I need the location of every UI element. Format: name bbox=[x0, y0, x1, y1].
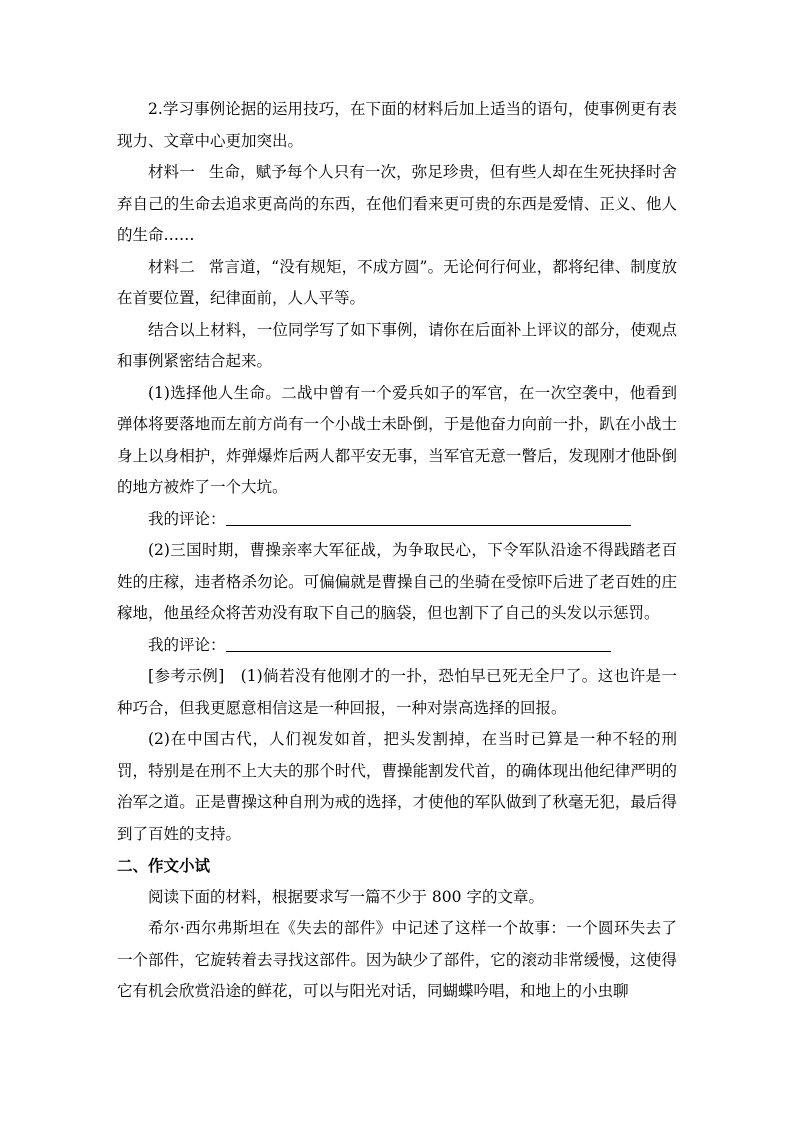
comment-one-label: 我的评论： bbox=[148, 509, 226, 528]
reference-answer-one: [参考示例] (1)倘若没有他刚才的一扑，恐怕早已死无全尸了。这也许是一种巧合，但我更愿意相信这是一种回报，一种对崇高选择的回报。 bbox=[117, 667, 677, 717]
essay-instruction: 阅读下面的材料，根据要求写一篇不少于 800 字的文章。 bbox=[148, 887, 544, 906]
material-two-text: 常言道，“没有规矩，不成方圆”。无论何行何业，都将纪律、制度放在首要位置，纪律面前，人人平等。 bbox=[117, 257, 677, 307]
essay-material: 希尔·西尔弗斯坦在《失去的部件》中记述了这样一个故事：一个圆环失去了一个部件，它旋转着去寻找这部件。因为缺少了部件，它的滚动非常缓慢，这使得它有机会欣赏沿途的鲜花，可以与阳光对话，同蝴蝶吟唱，和地上的小虫聊 bbox=[117, 919, 677, 1000]
comment-two-label: 我的评论： bbox=[148, 635, 226, 654]
material-one-text: 生命，赋予每个人只有一次，弥足珍贵，但有些人却在生死抉择时舍弃自己的生命去追求更高尚的东西，在他们看来更可贵的东西是爱情、正义、他人的生命…… bbox=[117, 163, 677, 244]
exercise-intro: 2.学习事例论据的运用技巧，在下面的材料后加上适当的语句，使事例更有表现力、文章中心更加突出。 bbox=[117, 100, 677, 150]
material-two bbox=[117, 252, 677, 315]
reference-answer-two: (2)在中国古代，人们视发如首，把头发割掉，在当时已算是一种不轻的刑罚，特别是在刑不上大夫的那个时代，曹操能割发代首，的确体现出他纪律严明的治军之道。正是曹操这种自刑为戒的选择，才使他的军队做到了秋毫无犯，最后得到了百姓的支持。 bbox=[117, 730, 677, 843]
section-two-heading: 二、作文小试 bbox=[117, 856, 211, 875]
comment-two-blank[interactable] bbox=[226, 651, 611, 652]
comment-two bbox=[117, 630, 677, 662]
comment-one-blank[interactable] bbox=[226, 525, 631, 526]
material-one-label: 材料一 bbox=[148, 163, 195, 181]
material-two-label: 材料二 bbox=[148, 257, 195, 276]
page-content bbox=[117, 94, 677, 1008]
material-one bbox=[117, 157, 677, 252]
example-one: (1)选择他人生命。二战中曾有一个爱兵如子的军官，在一次空袭中，他看到弹体将要落地而左前方尚有一个小战士未卧倒，于是他奋力向前一扑，趴在小战士身上以身相护，炸弹爆炸后两人都平安无事，当军官无意一瞥后，发现刚才他卧倒的地方被炸了一个大坑。 bbox=[117, 383, 677, 496]
task-instruction: 结合以上材料，一位同学写了如下事例，请你在后面补上评议的部分，使观点和事例紧密结合起来。 bbox=[117, 320, 677, 370]
comment-one bbox=[117, 504, 677, 536]
example-two: (2)三国时期，曹操亲率大军征战，为争取民心，下令军队沿途不得践踏老百姓的庄稼，违者格杀勿论。可偏偏就是曹操自己的坐骑在受惊吓后进了老百姓的庄稼地，他虽经众将苦劝没有取下自己的脑袋，但也割下了自己的头发以示惩罚。 bbox=[117, 541, 677, 622]
